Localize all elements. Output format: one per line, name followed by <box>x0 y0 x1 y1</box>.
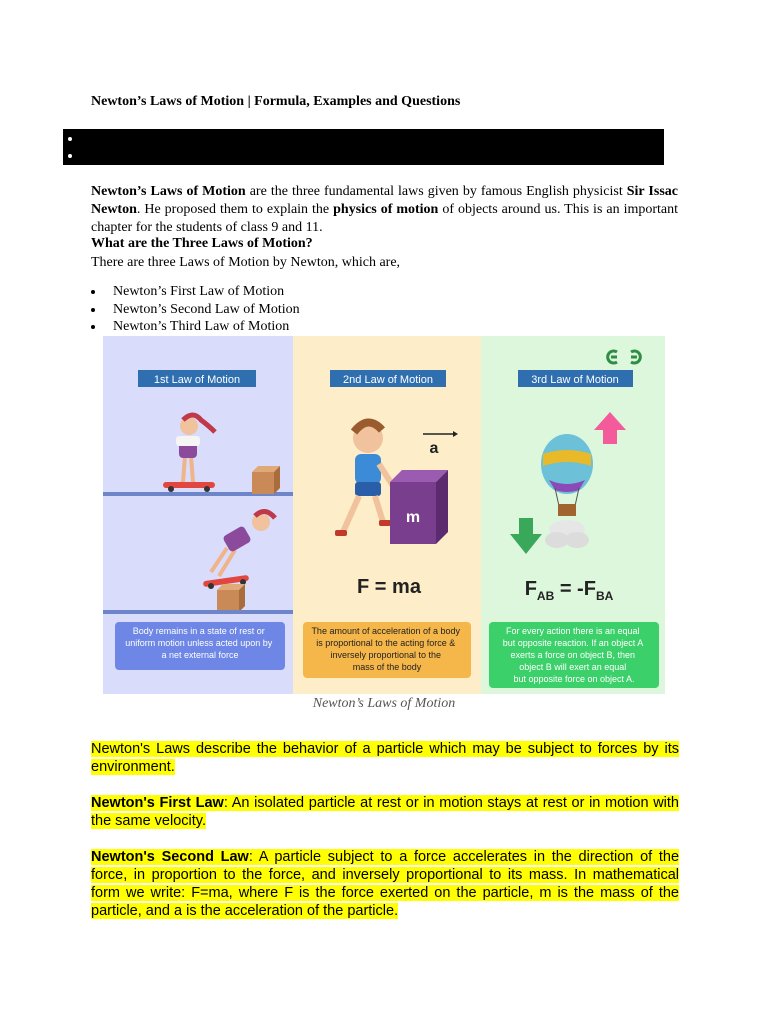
intro-paragraph <box>91 183 678 237</box>
highlighted-text: Newton's Laws describe the behavior of a particle which may be subject to forces by its environment. <box>91 741 679 775</box>
laws-of-motion-infographic <box>103 336 665 694</box>
first-law-paragraph <box>91 794 679 830</box>
list-item: Newton’s Second Law of Motion <box>91 301 300 319</box>
second-law-text: : A particle subject to a force accelerates in the direction of the force, in proportion to the force, and inversely proportional to its mass. In mathematical form we write: F=ma, where F is the force exerted on the particle, m is the mass of the particle, and a is the acceleration of the particle. <box>91 849 680 919</box>
panel-1-description: Body remains in a state of rest or uniform motion unless acted upon by a net external force <box>125 626 273 660</box>
panel-1-label: 1st Law of Motion <box>153 374 241 386</box>
intro-scientist: Sir Issac Newton <box>91 184 678 217</box>
box-icon <box>252 466 280 494</box>
intro-term: Newton’s Laws of Motion <box>91 184 246 199</box>
panel-3-label: 3rd Law of Motion <box>531 374 619 386</box>
bullet-dot <box>68 154 72 158</box>
box-icon <box>217 584 245 612</box>
question-heading: What are the Three Laws of Motion? <box>91 236 313 251</box>
bullet-dot <box>68 137 72 141</box>
redacted-bar <box>63 129 664 165</box>
first-law-label: Newton's First Law <box>91 795 224 811</box>
intro-text: of objects around us. This is an important chapter for the students of class 9 and 11. <box>91 202 679 235</box>
panel-3-description: For every action there is an equal but opposite reaction. If an object A exerts a force on object B, then object B will exert an equal but opposite force on object A. <box>502 626 643 684</box>
laws-list <box>91 283 300 336</box>
second-law-formula: F = ma <box>357 576 421 598</box>
list-item: Newton’s First Law of Motion <box>91 283 300 301</box>
second-law-paragraph <box>91 848 679 920</box>
second-law-label: Newton's Second Law <box>91 849 249 865</box>
intro-text: are the three fundamental laws given by famous English physicist <box>245 184 627 199</box>
acceleration-label: a <box>429 440 439 457</box>
intro-text: . He proposed them to explain the <box>136 202 334 217</box>
first-law-text: : An isolated particle at rest or in motion stays at rest or in motion with the same velocity. <box>91 795 679 829</box>
mass-label: m <box>405 509 421 526</box>
laws-description-paragraph <box>91 740 679 776</box>
panel-2-description: The amount of acceleration of a body is proportional to the acting force & inversely proportional to the mass of the body <box>311 626 461 672</box>
page-title: Newton’s Laws of Motion | Formula, Examples and Questions <box>91 94 461 109</box>
figure-caption: Newton’s Laws of Motion <box>312 696 456 711</box>
intro-topic: physics of motion <box>333 202 439 217</box>
list-item: Newton’s Third Law of Motion <box>91 318 300 336</box>
question-text: There are three Laws of Motion by Newton, which are, <box>91 255 401 270</box>
panel-2-label: 2nd Law of Motion <box>343 374 433 386</box>
third-law-formula: $F_{AB} = -F_{BA}$ <box>524 578 614 603</box>
mass-block-icon <box>390 470 448 544</box>
